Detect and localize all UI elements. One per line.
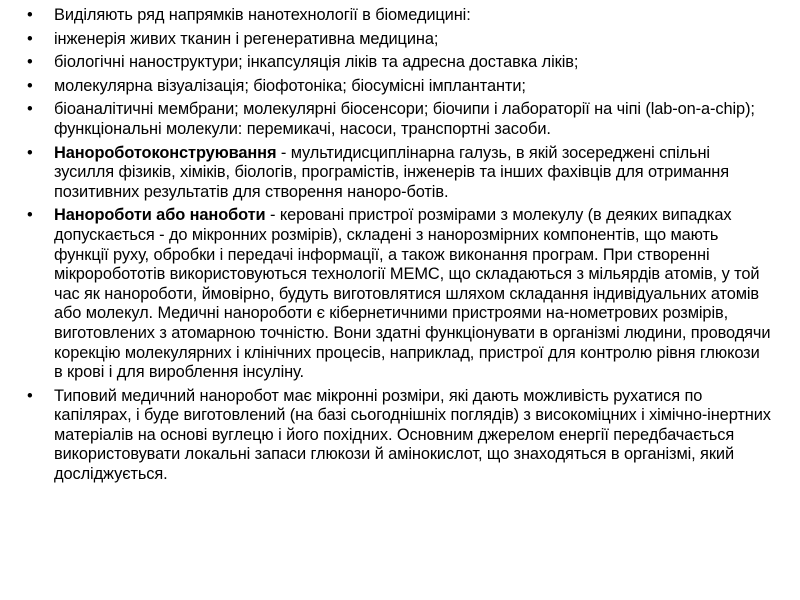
list-item (26, 77, 772, 97)
bullet-icon: • (27, 143, 33, 162)
item-text: біоаналітичні мембрани; молекулярні біосенсори; біочипи і лабораторії на чіпі (lab-on-a-chip); функціональні молекули: перемикачі, насоси, транспортні засоби. (54, 100, 755, 138)
bullet-icon: • (27, 6, 33, 24)
bullet-icon: • (27, 29, 33, 48)
item-text: біологічні наноструктури; інкапсуляція ліків та адресна доставка ліків; (54, 53, 579, 72)
list-item (26, 100, 772, 139)
list-item (26, 144, 772, 203)
list-item (26, 30, 772, 50)
item-text: інженерія живих тканин і регенеративна медицина; (54, 29, 439, 48)
list-item (26, 206, 772, 382)
bullet-icon: • (27, 76, 33, 95)
bullet-icon: • (27, 100, 33, 119)
bullet-icon: • (27, 53, 33, 72)
term-nanorobots: Нанороботи або наноботи (54, 206, 266, 225)
item-text: Типовий медичний наноробот має мікронні розміри, які дають можливість рухатися по капілярах, і буде виготовлений (на базі сьогоднішніх поглядів) з високоміцних і хімічно-інертних матеріалів на основі вуглецю і його похідних. Основним джерелом енергії передбачається використовувати локальні запаси глюкози й амінокислот, що знаходяться в організмі, який досліджується. (54, 386, 771, 484)
list-item (26, 6, 772, 26)
list-item (26, 387, 772, 485)
item-text: - мультидисциплінарна галузь, в якій зосереджені спільні зусилля фізиків, хіміків, біологів, програмістів, інженерів та інших фахівців для отримання позитивних результатів для створення наноро-ботів. (54, 143, 730, 201)
bullet-icon: • (27, 386, 33, 405)
list-item (26, 53, 772, 73)
item-text: молекулярна візуалізація; біофотоніка; біосумісні імплантанти; (54, 76, 526, 95)
bullet-icon: • (27, 206, 33, 225)
item-text: Виділяють ряд напрямків нанотехнології в біомедицині: (54, 6, 471, 24)
bullet-list (26, 6, 772, 485)
item-text: - керовані пристрої розмірами з молекулу (в деяких випадках допускається - до мікронних розмірів), складені з нанорозмірних компонентів, що мають функції руху, обробки і передачі інформації, а також виконання програм. При створенні мікроробототів використовуються технології МЕМС, що складаються з мільярдів атомів, у той час як нанороботи, ймовірно, будуть виготовлятися шляхом складання індивідуальних атомів або молекул. Медичні нанороботи є кібернетичними пристроями на-нометрових розмірів, виготовлених з атомарною точністю. Вони здатні функціонувати в організмі людини, проводячи корекцію молекулярних і клінічних процесів, наприклад, пристрої для контролю рівня глюкози в крові і для вироблення інсуліну. (54, 206, 771, 382)
term-nanorobot-construction: Нанороботоконструювання (54, 143, 277, 162)
